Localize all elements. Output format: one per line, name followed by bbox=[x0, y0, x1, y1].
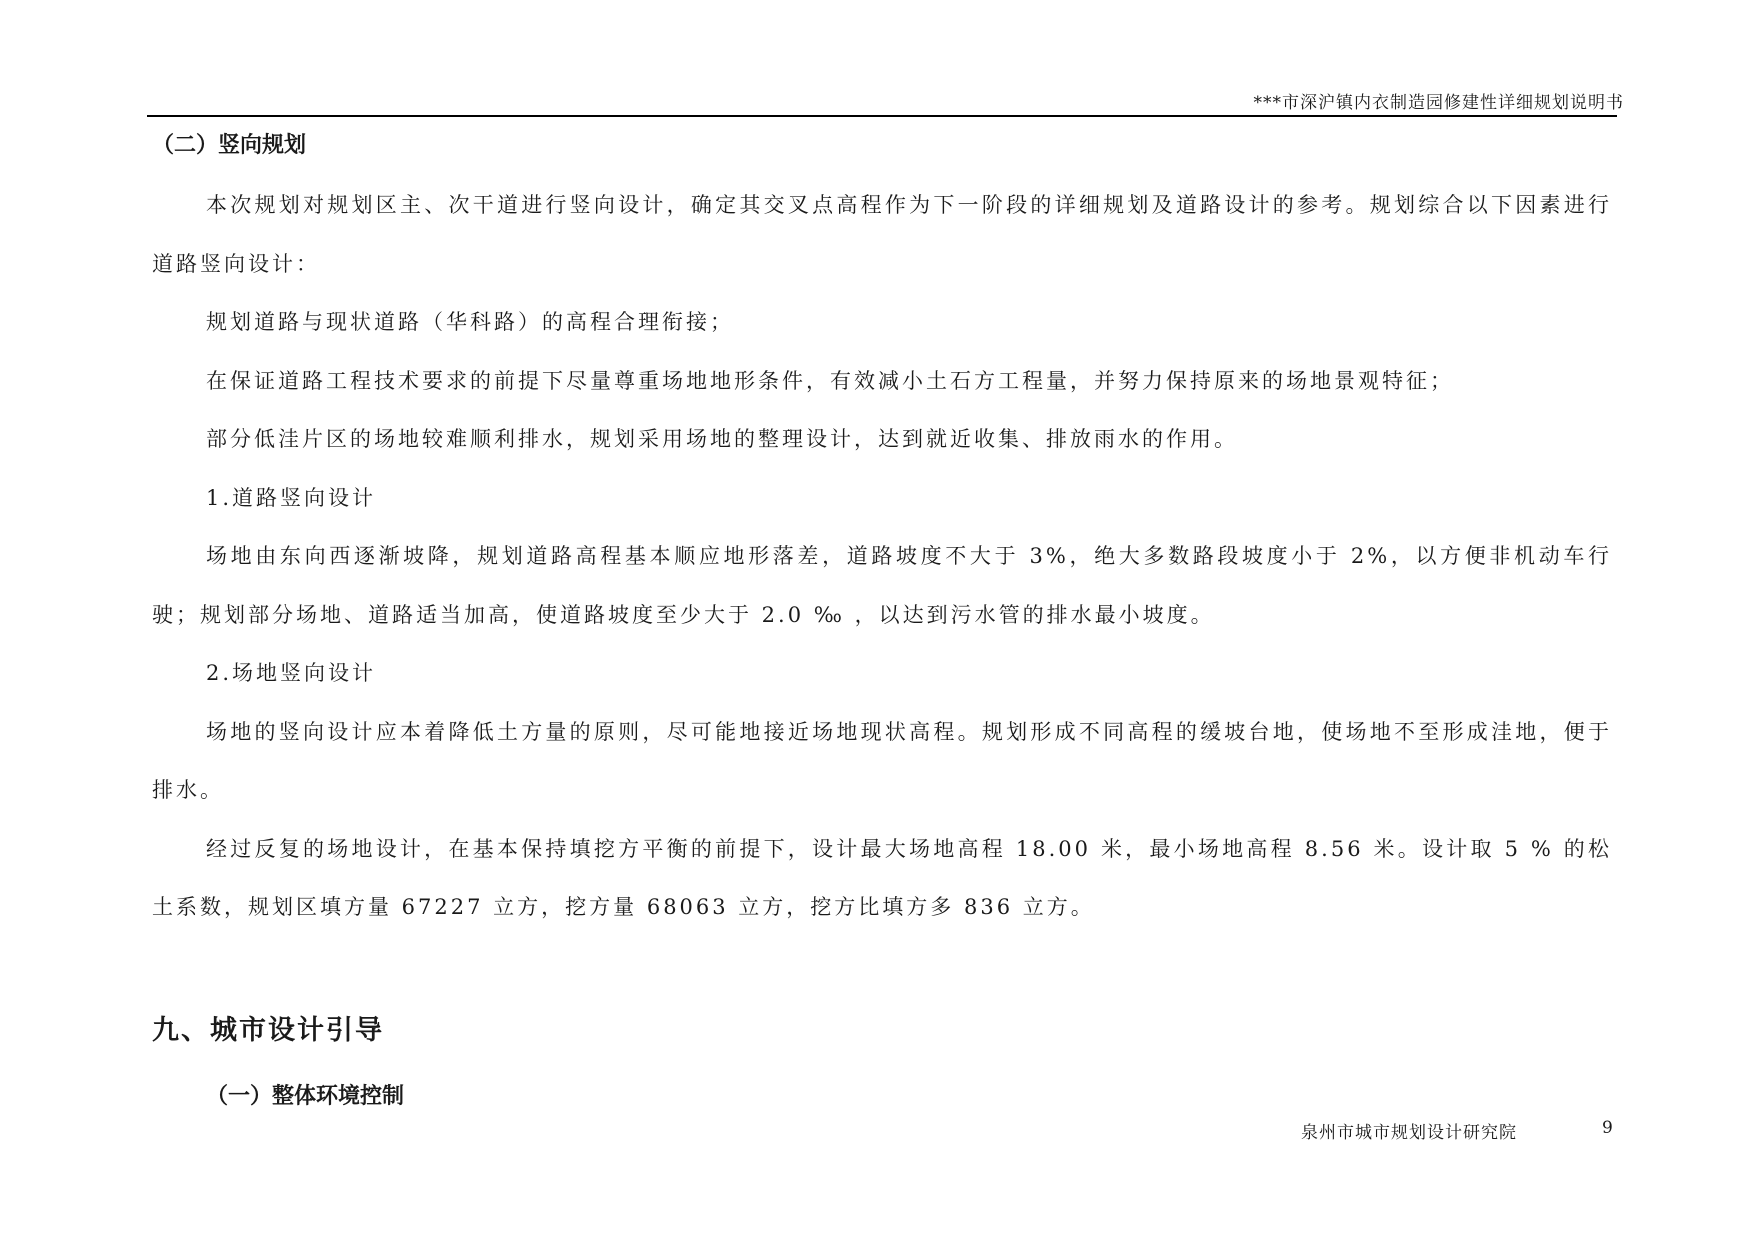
subsection-road-vertical-design: 1.道路竖向设计 bbox=[206, 485, 377, 510]
paragraph-road-slope: 场地由东向西逐渐坡降，规划道路高程基本顺应地形落差，道路坡度不大于 3%，绝大多数路段坡度小于 2%，以方便非机动车行驶；规划部分场地、道路适当加高，使道路坡度至少大于 2.0 ‰ ，以达到污水管的排水最小坡度。 bbox=[152, 544, 1612, 627]
footer-institute: 泉州市城市规划设计研究院 bbox=[1301, 1123, 1517, 1143]
paragraph-site-principle: 场地的竖向设计应本着降低土方量的原则，尽可能地接近场地现状高程。规划形成不同高程的缓坡台地，使场地不至形成洼地，便于排水。 bbox=[152, 719, 1612, 802]
subsection-site-vertical-design: 2.场地竖向设计 bbox=[206, 661, 377, 685]
paragraph-factor-terrain: 在保证道路工程技术要求的前提下尽量尊重场地地形条件，有效减小土石方工程量，并努力保持原来的场地景观特征； bbox=[206, 368, 1454, 393]
paragraph-intro: 本次规划对规划区主、次干道进行竖向设计，确定其交叉点高程作为下一阶段的详细规划及道路设计的参考。规划综合以下因素进行道路竖向设计： bbox=[152, 193, 1612, 276]
subheading-overall-environment: （一）整体环境控制 bbox=[206, 1083, 405, 1109]
paragraph-factor-drainage: 部分低洼片区的场地较难顺利排水，规划采用场地的整理设计，达到就近收集、排放雨水的作用。 bbox=[206, 427, 1238, 451]
header-divider bbox=[147, 115, 1617, 117]
paragraph-earthwork-balance: 经过反复的场地设计，在基本保持填挖方平衡的前提下，设计最大场地高程 18.00 米，最小场地高程 8.56 米。设计取 5 % 的松土系数，规划区填方量 67227 立方，挖方量 68063 立方，挖方比填方多 836 立方。 bbox=[152, 836, 1612, 919]
footer-page-number: 9 bbox=[1602, 1118, 1613, 1138]
page-body bbox=[152, 124, 1612, 1117]
chapter-heading-urban-design: 九、城市设计引导 bbox=[152, 1014, 384, 1046]
paragraph-factor-connection: 规划道路与现状道路（华科路）的高程合理衔接； bbox=[206, 310, 734, 334]
header-document-title: ***市深沪镇内衣制造园修建性详细规划说明书 bbox=[1253, 93, 1624, 113]
section-heading-vertical-planning: （二）竖向规划 bbox=[152, 133, 307, 158]
